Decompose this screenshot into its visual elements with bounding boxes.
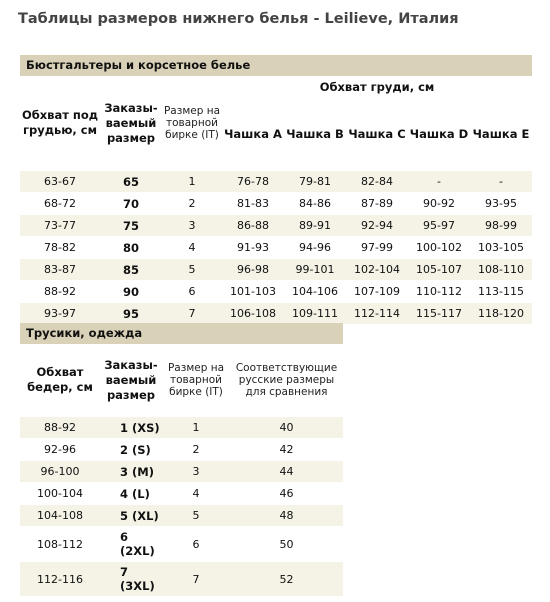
table-row: [20, 215, 532, 237]
cup-cell: 98-99: [470, 215, 532, 237]
cup-cell: 96-98: [222, 259, 284, 281]
cup-cell: 104-106: [284, 281, 346, 303]
cup-a-header: Чашка A: [224, 126, 282, 141]
tag-size-cell: 3: [162, 461, 230, 483]
cup-cell: 93-95: [470, 193, 532, 215]
cup-cell: 95-97: [408, 215, 470, 237]
tag-size-cell: 6: [162, 527, 230, 562]
cup-e-header: Чашка E: [472, 126, 530, 141]
underbust-cell: 93-97: [20, 303, 100, 325]
hips-cell: 108-112: [20, 527, 100, 562]
table-row: [20, 483, 343, 505]
cup-cell: 90-92: [408, 193, 470, 215]
table-row: [20, 461, 343, 483]
tag-size-cell: 4: [162, 237, 222, 259]
panties-section-title: Трусики, одежда: [20, 323, 343, 344]
table-row: [20, 281, 532, 303]
underbust-cell: 78-82: [20, 237, 100, 259]
cup-cell: 99-101: [284, 259, 346, 281]
tag-size-cell: 1: [162, 417, 230, 439]
table-row: [20, 527, 343, 562]
order-size-cell: 1 (XS): [100, 417, 162, 439]
cup-b-header: Чашка B: [286, 126, 344, 141]
col-tag-size-header: Размер на товарной бирке (IT): [163, 105, 221, 141]
cup-cell: 106-108: [222, 303, 284, 325]
cup-c-header: Чашка C: [348, 126, 406, 141]
cup-cell: 92-94: [346, 215, 408, 237]
cup-cell: 113-115: [470, 281, 532, 303]
tag-size-cell: 5: [162, 505, 230, 527]
russian-size-cell: 42: [230, 439, 343, 461]
cup-cell: 100-102: [408, 237, 470, 259]
tag-size-cell: 7: [162, 562, 230, 597]
hips-cell: 92-96: [20, 439, 100, 461]
cup-cell: 76-78: [222, 171, 284, 193]
cup-cell: 103-105: [470, 237, 532, 259]
cup-cell: 86-88: [222, 215, 284, 237]
underbust-cell: 83-87: [20, 259, 100, 281]
cup-cell: 87-89: [346, 193, 408, 215]
russian-size-cell: 44: [230, 461, 343, 483]
col-russian-size-header: Соответствующие русские размеры для сравнения: [235, 362, 338, 398]
order-size-cell: 95: [100, 303, 162, 325]
tag-size-cell: 7: [162, 303, 222, 325]
table-row: [20, 505, 343, 527]
cup-cell: 94-96: [284, 237, 346, 259]
table-row: [20, 303, 532, 325]
underbust-cell: 88-92: [20, 281, 100, 303]
col-order-size-header: Заказы-ваемый размер: [104, 100, 158, 145]
hips-cell: 88-92: [20, 417, 100, 439]
hips-cell: 112-116: [20, 562, 100, 597]
order-size-cell: 90: [100, 281, 162, 303]
col-hips-header: Обхват бедер, см: [27, 365, 93, 394]
order-size-cell: 2 (S): [100, 439, 162, 461]
order-size-cell: 7 (3XL): [100, 562, 162, 597]
bust-group-header: Обхват груди, см: [319, 79, 435, 94]
col-tag-size-header: Размер на товарной бирке (IT): [167, 362, 225, 398]
cup-cell: 110-112: [408, 281, 470, 303]
bra-section-title: Бюстгальтеры и корсетное белье: [20, 55, 532, 76]
bra-size-table: [20, 76, 532, 324]
tag-size-cell: 6: [162, 281, 222, 303]
cup-cell: 79-81: [284, 171, 346, 193]
order-size-cell: 4 (L): [100, 483, 162, 505]
tag-size-cell: 1: [162, 171, 222, 193]
underbust-cell: 68-72: [20, 193, 100, 215]
russian-size-cell: 40: [230, 417, 343, 439]
cup-cell: 107-109: [346, 281, 408, 303]
order-size-cell: 6 (2XL): [100, 527, 162, 562]
cup-cell: 101-103: [222, 281, 284, 303]
cup-cell: 97-99: [346, 237, 408, 259]
panties-size-table: [20, 344, 343, 596]
hips-cell: 104-108: [20, 505, 100, 527]
table-row: [20, 237, 532, 259]
cup-cell: 112-114: [346, 303, 408, 325]
cup-cell: -: [470, 171, 532, 193]
order-size-cell: 75: [100, 215, 162, 237]
order-size-cell: 70: [100, 193, 162, 215]
underbust-cell: 73-77: [20, 215, 100, 237]
cup-cell: 115-117: [408, 303, 470, 325]
col-underbust-header: Обхват под грудью, см: [21, 108, 99, 137]
col-order-size-header: Заказы-ваемый размер: [104, 357, 158, 402]
table-row: [20, 193, 532, 215]
hips-cell: 100-104: [20, 483, 100, 505]
russian-size-cell: 50: [230, 527, 343, 562]
tag-size-cell: 2: [162, 193, 222, 215]
order-size-cell: 3 (M): [100, 461, 162, 483]
cup-cell: 81-83: [222, 193, 284, 215]
cup-d-header: Чашка D: [409, 126, 469, 141]
cup-cell: 109-111: [284, 303, 346, 325]
order-size-cell: 85: [100, 259, 162, 281]
cup-cell: 91-93: [222, 237, 284, 259]
underbust-cell: 63-67: [20, 171, 100, 193]
cup-cell: 108-110: [470, 259, 532, 281]
cup-cell: 118-120: [470, 303, 532, 325]
russian-size-cell: 48: [230, 505, 343, 527]
order-size-cell: 65: [100, 171, 162, 193]
tag-size-cell: 2: [162, 439, 230, 461]
table-row: [20, 417, 343, 439]
cup-cell: 89-91: [284, 215, 346, 237]
tag-size-cell: 4: [162, 483, 230, 505]
order-size-cell: 5 (XL): [100, 505, 162, 527]
table-row: [20, 439, 343, 461]
cup-cell: 105-107: [408, 259, 470, 281]
russian-size-cell: 52: [230, 562, 343, 597]
russian-size-cell: 46: [230, 483, 343, 505]
order-size-cell: 80: [100, 237, 162, 259]
cup-cell: 84-86: [284, 193, 346, 215]
table-row: [20, 259, 532, 281]
page-title: Таблицы размеров нижнего белья - Leilieve, Италия: [18, 11, 459, 27]
cup-cell: 82-84: [346, 171, 408, 193]
hips-cell: 96-100: [20, 461, 100, 483]
tag-size-cell: 5: [162, 259, 222, 281]
cup-cell: 102-104: [346, 259, 408, 281]
table-row: [20, 171, 532, 193]
table-row: [20, 562, 343, 597]
tag-size-cell: 3: [162, 215, 222, 237]
cup-cell: -: [408, 171, 470, 193]
